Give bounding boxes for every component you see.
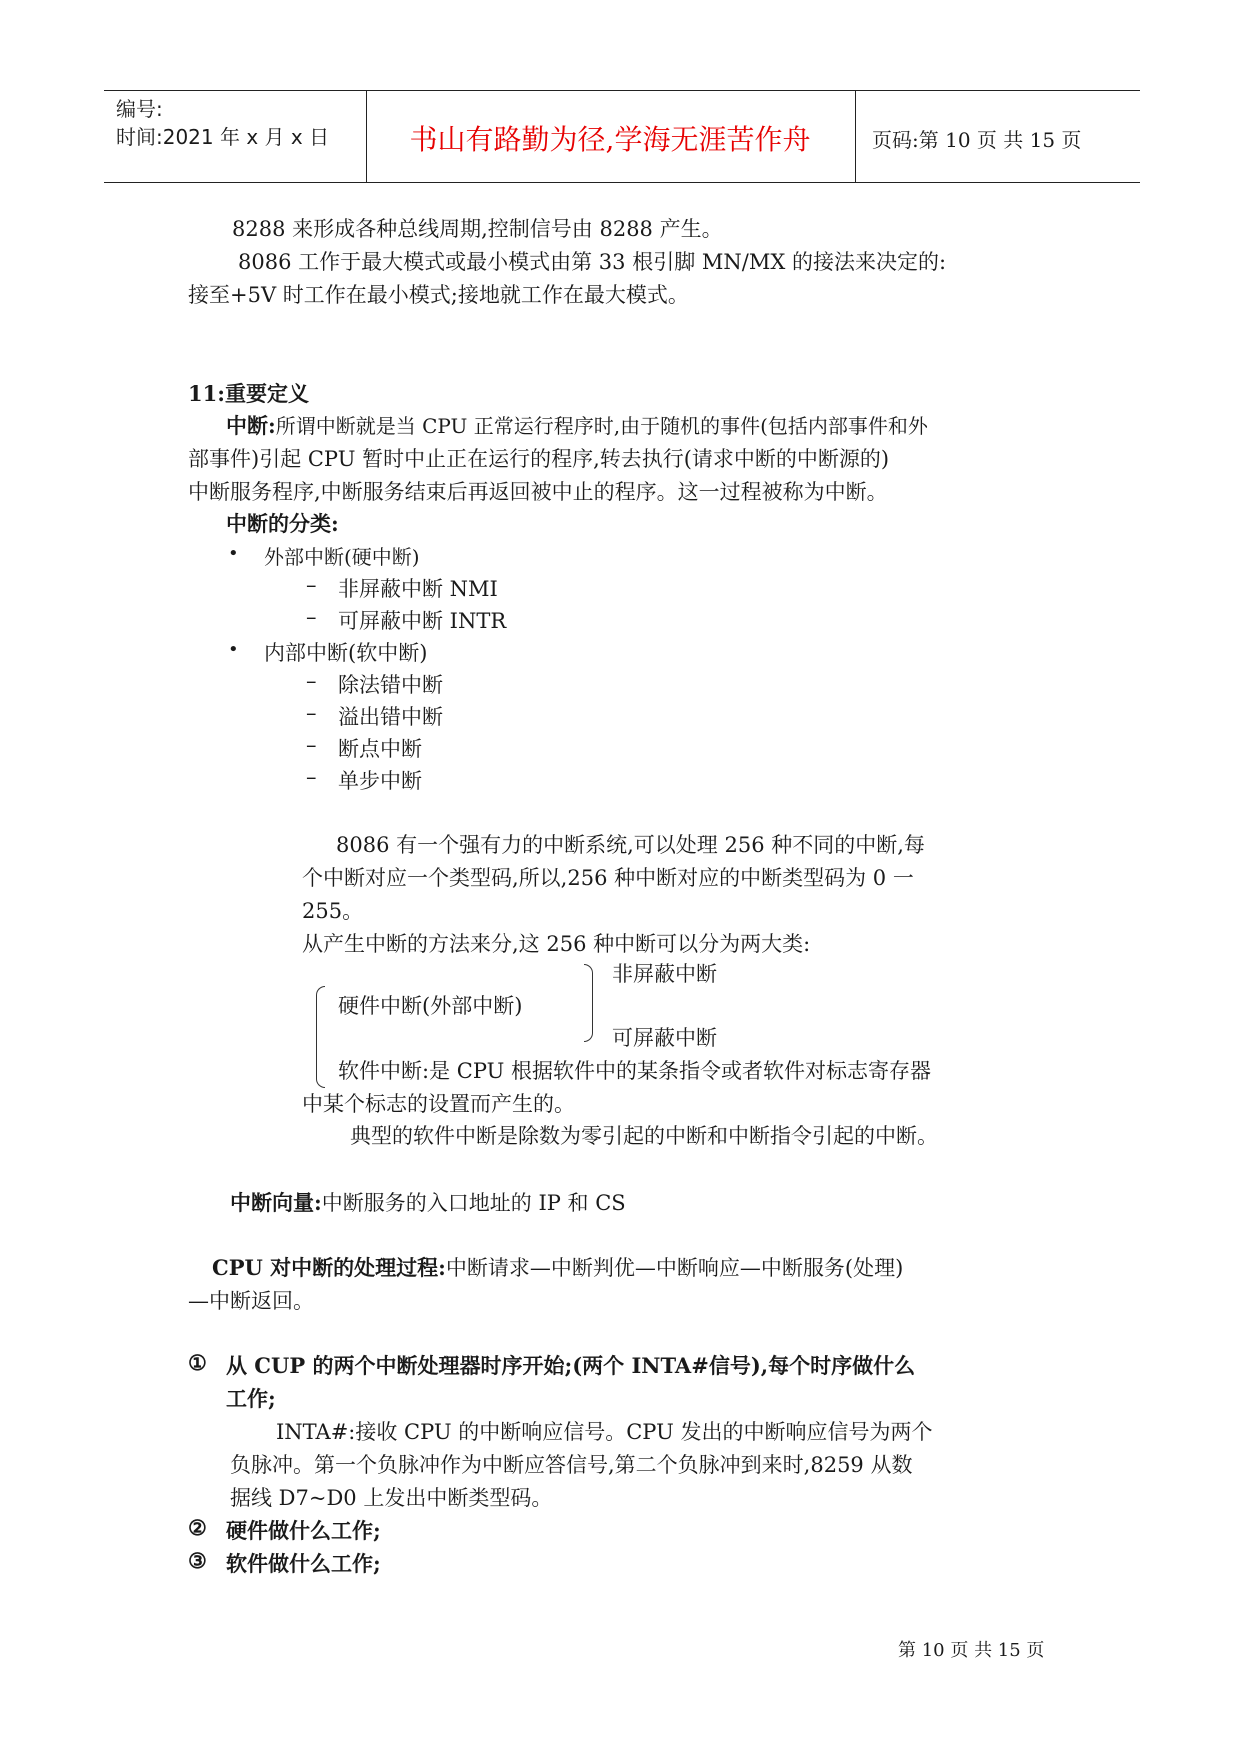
internal-item-single-step: 单步中断 xyxy=(338,769,422,793)
question-3: 软件做什么工作; xyxy=(226,1551,381,1576)
interrupt-definition-line3: 中断服务程序,中断服务结束后再返回被中止的程序。这一过程被称为中断。 xyxy=(188,480,888,504)
inta-line2: 负脉冲。第一个负脉冲作为中断应答信号,第二个负脉冲到来时,8259 从数 xyxy=(230,1453,913,1477)
cpu-process-line2: —中断返回。 xyxy=(188,1289,314,1313)
classification-title: 中断的分类: xyxy=(226,511,339,536)
footer-page-number: 第 10 页 共 15 页 xyxy=(898,1640,1045,1661)
paragraph-two-classes: 从产生中断的方法来分,这 256 种中断可以分为两大类: xyxy=(302,932,811,956)
interrupt-vector-term: 中断向量: xyxy=(230,1190,322,1215)
interrupt-definition-text: 所谓中断就是当 CPU 正常运行程序时,由于随机的事件(包括内部事件和外 xyxy=(275,414,928,438)
paragraph-8288: 8288 来形成各种总线周期,控制信号由 8288 产生。 xyxy=(232,217,723,241)
software-interrupt-typical: 典型的软件中断是除数为零引起的中断和中断指令引起的中断。 xyxy=(350,1124,938,1148)
internal-item-breakpoint: 断点中断 xyxy=(338,737,422,761)
bullet-icon: • xyxy=(228,639,239,660)
hw-subtype-nmi: 非屏蔽中断 xyxy=(612,962,717,986)
dash-icon: – xyxy=(306,701,317,725)
header-bottom-rule xyxy=(104,182,1140,183)
interrupt-term: 中断: xyxy=(226,413,276,438)
dash-icon: – xyxy=(306,573,317,597)
cpu-process-desc: 中断请求—中断判优—中断响应—中断服务(处理) xyxy=(445,1256,904,1280)
hardware-interrupt-label: 硬件中断(外部中断) xyxy=(338,994,523,1018)
paragraph-8086-line3: 255。 xyxy=(302,899,364,923)
internal-item-divide: 除法错中断 xyxy=(338,673,443,697)
interrupt-vector-desc: 中断服务的入口地址的 IP 和 CS xyxy=(321,1191,626,1215)
paragraph-8086-line2: 个中断对应一个类型码,所以,256 种中断对应的中断类型码为 0 一 xyxy=(302,866,914,890)
hardware-brace-icon xyxy=(584,964,593,1042)
header-motto: 书山有路勤为径,学海无涯苦作舟 xyxy=(409,123,811,156)
outer-brace-icon xyxy=(316,986,325,1088)
question-2-number: ② xyxy=(188,1515,207,1540)
header-top-rule xyxy=(104,90,1140,91)
paragraph-8086-line1: 8086 有一个强有力的中断系统,可以处理 256 种不同的中断,每 xyxy=(336,833,925,857)
software-interrupt-line2: 中某个标志的设置而产生的。 xyxy=(302,1092,575,1116)
question-3-number: ③ xyxy=(188,1548,207,1573)
paragraph-mode-line2: 接至+5V 时工作在最小模式;接地就工作在最大模式。 xyxy=(188,283,689,307)
inta-line1: INTA#:接收 CPU 的中断响应信号。CPU 发出的中断响应信号为两个 xyxy=(276,1420,933,1444)
internal-item-overflow: 溢出错中断 xyxy=(338,705,443,729)
dash-icon: – xyxy=(306,733,317,757)
dash-icon: – xyxy=(306,765,317,789)
interrupt-vector-line xyxy=(230,1187,626,1217)
interrupt-definition-line1 xyxy=(226,410,928,440)
header-divider-right xyxy=(855,90,856,182)
hw-subtype-intr: 可屏蔽中断 xyxy=(612,1026,717,1050)
question-1-line2: 工作; xyxy=(226,1386,276,1411)
dash-icon: – xyxy=(306,605,317,629)
section-title: 11:重要定义 xyxy=(188,381,309,406)
question-2: 硬件做什么工作; xyxy=(226,1518,381,1543)
external-item-nmi: 非屏蔽中断 NMI xyxy=(338,577,498,601)
interrupt-definition-line2: 部事件)引起 CPU 暂时中止正在运行的程序,转去执行(请求中断的中断源的) xyxy=(188,447,890,471)
document-time-label: 时间:2021 年 x 月 x 日 xyxy=(116,125,330,149)
header-page-info: 页码:第 10 页 共 15 页 xyxy=(872,128,1082,152)
cpu-process-term: CPU 对中断的处理过程: xyxy=(212,1255,446,1280)
paragraph-mode-line1: 8086 工作于最大模式或最小模式由第 33 根引脚 MN/MX 的接法来决定的: xyxy=(238,250,947,274)
dash-icon: – xyxy=(306,669,317,693)
header-divider-left xyxy=(366,90,367,182)
external-item-intr: 可屏蔽中断 INTR xyxy=(338,609,507,633)
question-1-line1: 从 CUP 的两个中断处理器时序开始;(两个 INTA#信号),每个时序做什么 xyxy=(226,1353,916,1378)
document-number-label: 编号: xyxy=(116,97,163,121)
cpu-process-line1 xyxy=(212,1252,903,1282)
bullet-icon: • xyxy=(228,543,239,564)
question-1-number: ① xyxy=(188,1350,207,1375)
external-interrupt-label: 外部中断(硬中断) xyxy=(264,545,420,569)
internal-interrupt-label: 内部中断(软中断) xyxy=(264,641,428,665)
software-interrupt-line1: 软件中断:是 CPU 根据软件中的某条指令或者软件对标志寄存器 xyxy=(338,1059,931,1083)
inta-line3: 据线 D7~D0 上发出中断类型码。 xyxy=(230,1486,553,1510)
